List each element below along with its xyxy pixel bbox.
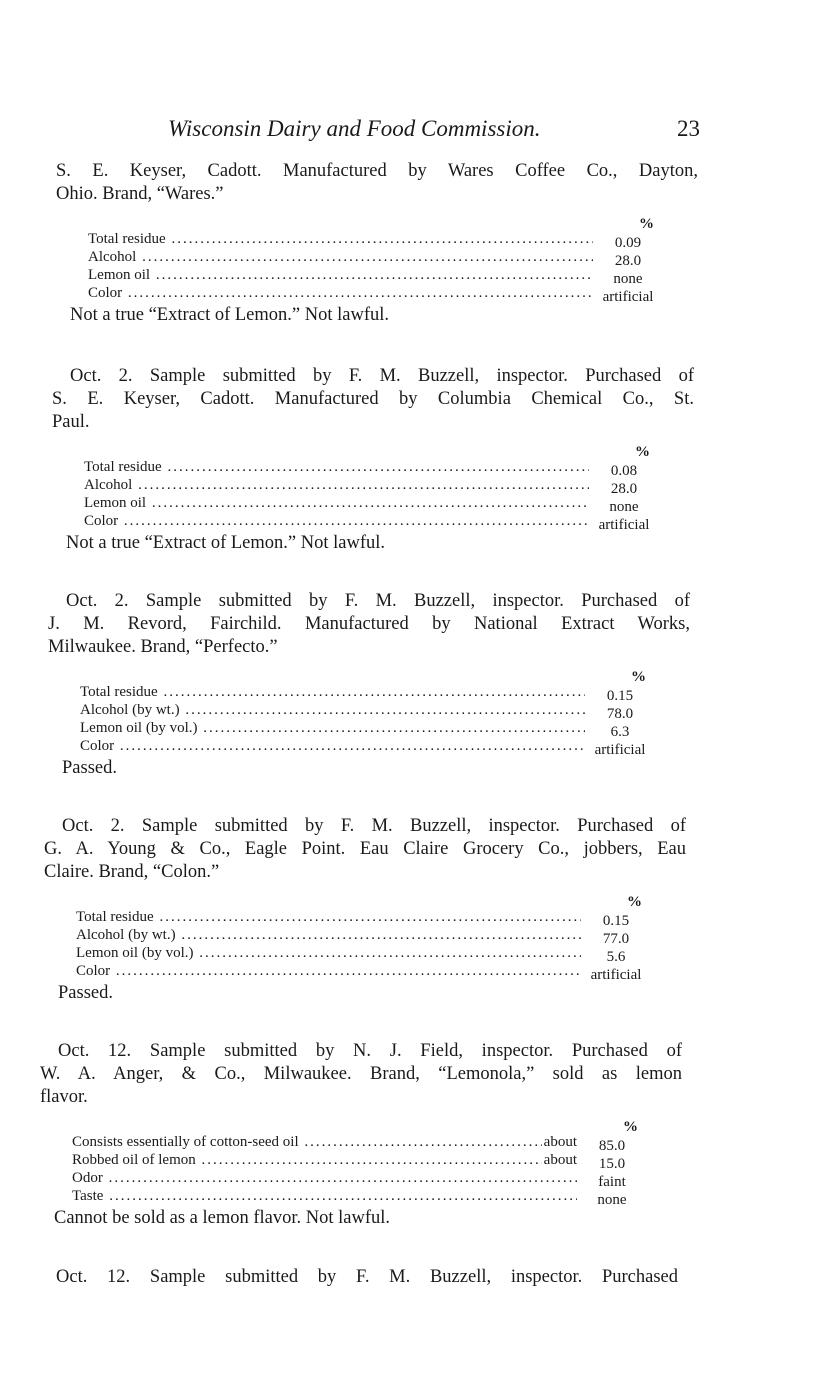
row-value: 5.6 (606, 949, 626, 965)
percent-header: % (623, 1119, 638, 1135)
entry-perfecto (48, 590, 690, 779)
analysis-table (72, 1119, 652, 1208)
entry-paragraph (56, 160, 698, 206)
table-row (72, 1133, 652, 1154)
row-label (72, 1133, 577, 1151)
verdict-text: Not a true “Extract of Lemon.” Not lawful. (70, 305, 390, 325)
table-row (88, 230, 668, 251)
table-row (76, 926, 656, 947)
table-row (80, 701, 660, 722)
table-row (84, 476, 664, 497)
row-value: 6.3 (610, 724, 630, 740)
row-value: 28.0 (610, 481, 638, 497)
paragraph-line: Oct. 2. Sample submitted by F. M. Buzzell, inspector. Purchased of (70, 366, 694, 386)
row-value: artificial (594, 742, 646, 758)
row-label: Total residue ..... (88, 230, 593, 248)
row-value: none (613, 271, 643, 287)
entry-paragraph (40, 1040, 682, 1109)
paragraph-line: W. A. Anger, & Co., Milwaukee. Brand, “Lemonola,” sold as lemon (40, 1064, 682, 1084)
percent-header: % (639, 216, 654, 232)
row-value: 15.0 (598, 1156, 626, 1172)
row-value: none (597, 1192, 627, 1208)
table-row (88, 284, 668, 305)
row-value: none (609, 499, 639, 515)
row-label: Taste ..... (72, 1187, 577, 1205)
row-label: Total residue ..... (84, 458, 589, 476)
row-value: artificial (598, 517, 650, 533)
entry-paragraph (52, 365, 694, 434)
table-row (80, 719, 660, 740)
row-label: Color ..... (80, 737, 585, 755)
percent-header: % (627, 894, 642, 910)
table-row (76, 962, 656, 983)
percent-header: % (631, 669, 646, 685)
row-label (72, 1151, 577, 1169)
table-row (80, 683, 660, 704)
row-value: 28.0 (614, 253, 642, 269)
running-header (168, 114, 700, 144)
verdict-text: Not a true “Extract of Lemon.” Not lawful. (66, 533, 386, 553)
paragraph-line: S. E. Keyser, Cadott. Manufactured by Wares Coffee Co., Dayton, (56, 161, 698, 181)
entry-paragraph (44, 815, 686, 884)
verdict-text: Cannot be sold as a lemon flavor. Not lawful. (54, 1208, 391, 1228)
paragraph-line: Milwaukee. Brand, “Perfecto.” (48, 637, 278, 657)
table-row (80, 737, 660, 758)
row-value: artificial (590, 967, 642, 983)
row-value: 78.0 (606, 706, 634, 722)
paragraph-line: Ohio. Brand, “Wares.” (56, 184, 224, 204)
table-row (88, 266, 668, 287)
row-value: 0.15 (606, 688, 634, 704)
percent-header: % (635, 444, 650, 460)
table-row (84, 512, 664, 533)
row-label: Color ..... (76, 962, 581, 980)
analysis-table (80, 669, 660, 758)
paragraph-line: G. A. Young & Co., Eagle Point. Eau Claire Grocery Co., jobbers, Eau (44, 839, 686, 859)
row-value: artificial (602, 289, 654, 305)
table-row (84, 458, 664, 479)
table-row (72, 1169, 652, 1190)
paragraph-line: Oct. 12. Sample submitted by F. M. Buzzell, inspector. Purchased (56, 1267, 678, 1287)
row-qualifier: about (543, 1134, 577, 1150)
entry-paragraph (56, 1266, 678, 1289)
analysis-table (88, 216, 668, 305)
table-row (76, 944, 656, 965)
row-label: Alcohol (by wt.) ..... (80, 701, 585, 719)
row-value: faint (598, 1174, 626, 1190)
entry-trailing (56, 1266, 678, 1289)
table-row (72, 1187, 652, 1208)
row-label: Total residue ..... (76, 908, 581, 926)
verdict-text: Passed. (62, 758, 117, 778)
page-number: 23 (677, 116, 700, 141)
paragraph-line: Paul. (52, 412, 90, 432)
analysis-table (76, 894, 656, 983)
row-value: 0.08 (610, 463, 638, 479)
paragraph-line: S. E. Keyser, Cadott. Manufactured by Columbia Chemical Co., St. (52, 389, 694, 409)
paragraph-line: flavor. (40, 1087, 88, 1107)
row-label-text: Robbed oil of lemon (72, 1152, 196, 1168)
row-value: 0.15 (602, 913, 630, 929)
row-label: Lemon oil ..... (88, 266, 593, 284)
row-label: Color ..... (84, 512, 589, 530)
paragraph-line: Claire. Brand, “Colon.” (44, 862, 220, 882)
entry-keyser-wares (56, 160, 698, 326)
paragraph-line: Oct. 2. Sample submitted by F. M. Buzzell, inspector. Purchased of (66, 591, 690, 611)
entry-colon (44, 815, 686, 1004)
row-label: Lemon oil (by vol.) ..... (80, 719, 585, 737)
row-qualifier: about (543, 1152, 577, 1168)
verdict-text: Passed. (58, 983, 113, 1003)
row-value: 0.09 (614, 235, 642, 251)
row-label: Alcohol (by wt.) ..... (76, 926, 581, 944)
paragraph-line: Oct. 2. Sample submitted by F. M. Buzzell, inspector. Purchased of (62, 816, 686, 836)
row-label: Odor ..... (72, 1169, 577, 1187)
row-label: Total residue ..... (80, 683, 585, 701)
analysis-table (84, 444, 664, 533)
row-label: Alcohol ..... (84, 476, 589, 494)
table-row (72, 1151, 652, 1172)
entry-columbia-chemical (52, 365, 694, 554)
table-row (88, 248, 668, 269)
row-value: 85.0 (598, 1138, 626, 1154)
table-row (84, 494, 664, 515)
row-value: 77.0 (602, 931, 630, 947)
journal-title: Wisconsin Dairy and Food Commission. (168, 116, 541, 141)
table-row (76, 908, 656, 929)
row-label: Alcohol ..... (88, 248, 593, 266)
row-label: Lemon oil (by vol.) ..... (76, 944, 581, 962)
entry-paragraph (48, 590, 690, 659)
row-label: Color ..... (88, 284, 593, 302)
paragraph-line: J. M. Revord, Fairchild. Manufactured by National Extract Works, (48, 614, 690, 634)
entry-lemonola (40, 1040, 682, 1229)
paragraph-line: Oct. 12. Sample submitted by N. J. Field, inspector. Purchased of (58, 1041, 682, 1061)
row-label: Lemon oil ..... (84, 494, 589, 512)
row-label-text: Consists essentially of cotton-seed oil (72, 1134, 299, 1150)
